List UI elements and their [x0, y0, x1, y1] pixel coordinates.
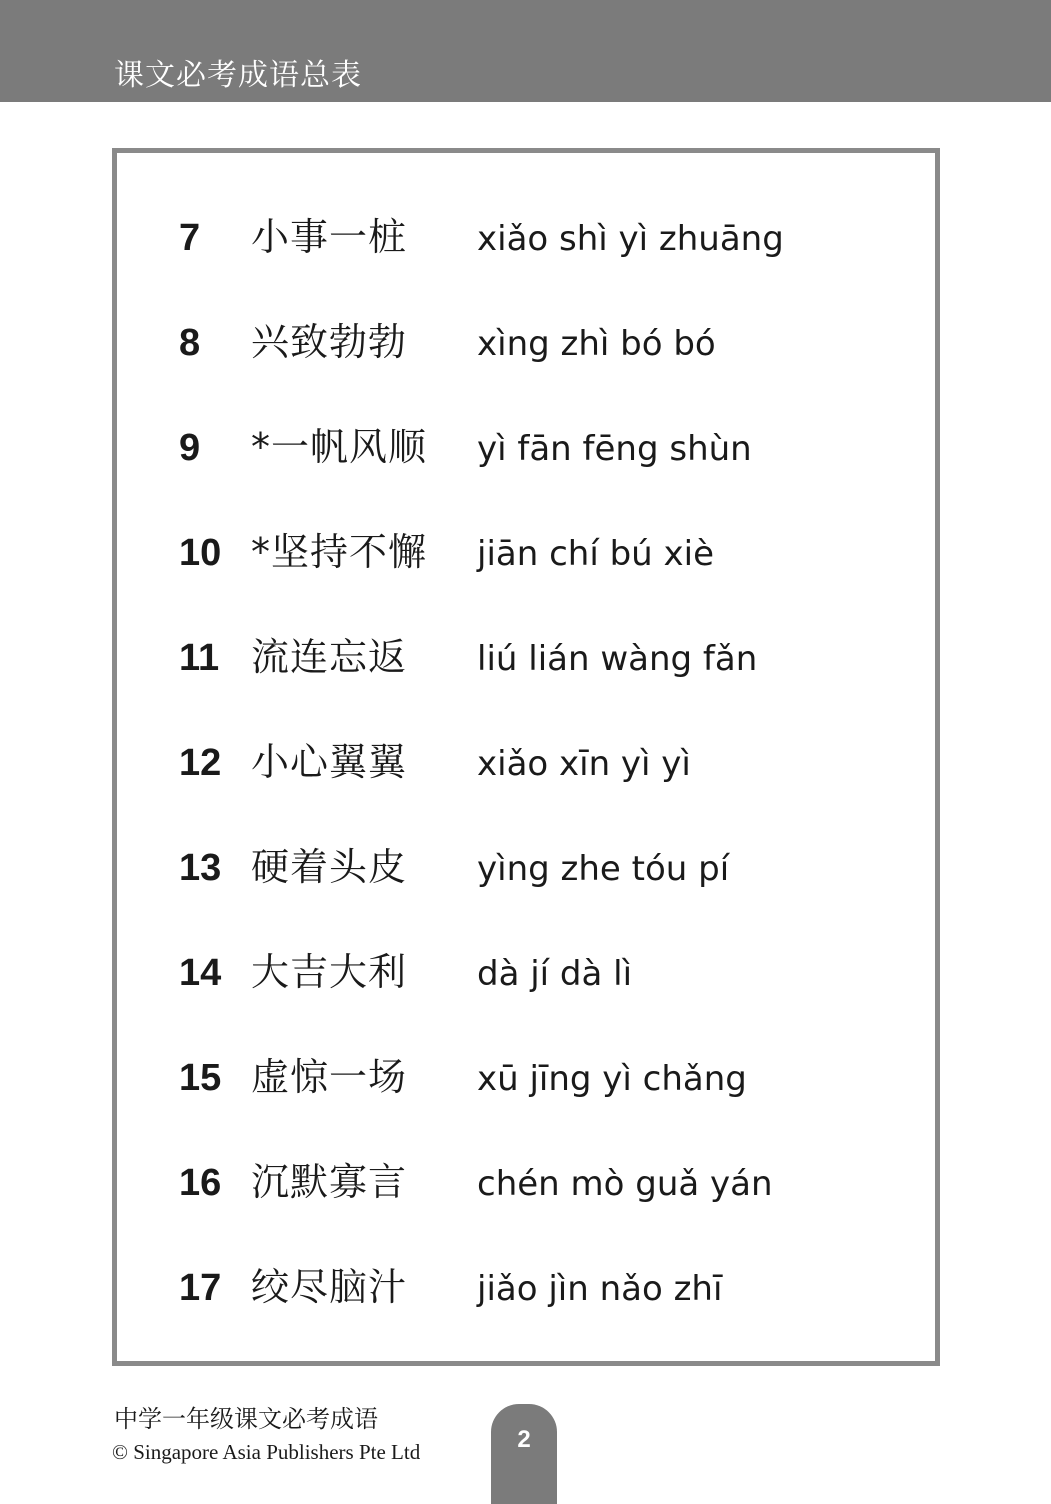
entry-idiom: 小事一桩 [251, 215, 408, 259]
entry-pinyin: xiǎo shì yì zhuāng [477, 219, 784, 259]
idiom-row [117, 838, 935, 898]
entry-idiom: 流连忘返 [251, 635, 408, 679]
idiom-row [117, 208, 935, 268]
entry-number: 7 [179, 217, 201, 259]
entry-idiom: 兴致勃勃 [251, 320, 408, 364]
page-number-tab [491, 1404, 557, 1504]
entry-number: 11 [179, 637, 220, 679]
idiom-row [117, 1048, 935, 1108]
idiom-table-frame [112, 148, 940, 1366]
idiom-row [117, 628, 935, 688]
entry-idiom: 沉默寡言 [251, 1160, 408, 1204]
entry-number: 8 [179, 322, 201, 364]
entry-idiom: 大吉大利 [251, 950, 408, 994]
entry-idiom: 硬着头皮 [251, 845, 408, 889]
entry-number: 16 [179, 1162, 222, 1204]
idiom-row [117, 1153, 935, 1213]
entry-number: 12 [179, 742, 222, 784]
entry-idiom: 小心翼翼 [251, 740, 408, 784]
entry-number: 14 [179, 952, 222, 994]
page-number: 2 [517, 1426, 531, 1453]
entry-pinyin: xìng zhì bó bó [477, 324, 716, 364]
entry-number: 17 [179, 1267, 222, 1309]
entry-pinyin: yì fān fēng shùn [477, 429, 752, 469]
entry-pinyin: chén mò guǎ yán [477, 1164, 773, 1204]
entry-idiom: 绞尽脑汁 [251, 1265, 408, 1309]
entry-number: 13 [179, 847, 222, 889]
idiom-row [117, 523, 935, 583]
entry-pinyin: xū jīng yì chǎng [477, 1059, 747, 1099]
idiom-row [117, 313, 935, 373]
idiom-row [117, 418, 935, 478]
idiom-row [117, 1258, 935, 1318]
entry-pinyin: jiān chí bú xiè [477, 534, 715, 574]
header-band [0, 0, 1051, 102]
entry-idiom: *坚持不懈 [251, 530, 428, 574]
entry-pinyin: jiǎo jìn nǎo zhī [477, 1269, 723, 1309]
entry-number: 15 [179, 1057, 222, 1099]
footer-book-title: 中学一年级课文必考成语 [114, 1405, 378, 1433]
entry-idiom: *一帆风顺 [251, 425, 428, 469]
entry-number: 9 [179, 427, 201, 469]
footer-copyright: © Singapore Asia Publishers Pte Ltd [112, 1440, 421, 1464]
entry-pinyin: dà jí dà lì [477, 954, 633, 994]
entry-pinyin: xiǎo xīn yì yì [477, 744, 691, 784]
idiom-row [117, 943, 935, 1003]
entry-pinyin: yìng zhe tóu pí [477, 849, 730, 889]
entry-number: 10 [179, 532, 222, 574]
entry-pinyin: liú lián wàng fǎn [477, 639, 758, 679]
idiom-row [117, 733, 935, 793]
entry-idiom: 虚惊一场 [251, 1055, 408, 1099]
page-title: 课文必考成语总表 [114, 58, 362, 93]
